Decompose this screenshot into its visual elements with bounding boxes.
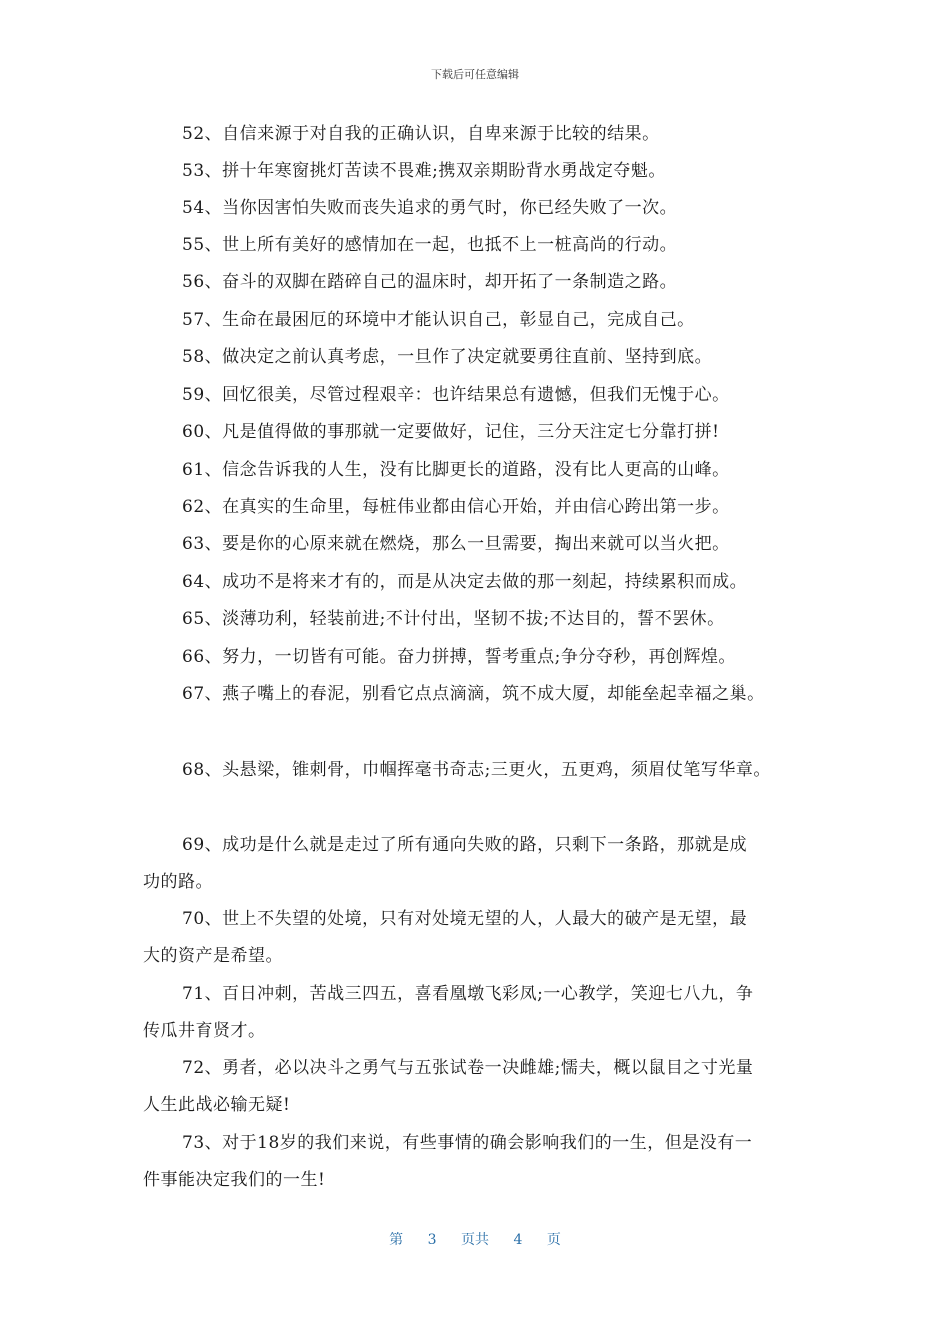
paragraph-line: 56、奋斗的双脚在踏碎自己的温床时，却开拓了一条制造之路。 bbox=[182, 272, 678, 292]
paragraph-line: 65、淡薄功利，轻装前进;不计付出，坚韧不拔;不达目的，誓不罢休。 bbox=[182, 609, 725, 629]
paragraph-line: 57、生命在最困厄的环境中才能认识自己，彰显自己，完成自己。 bbox=[182, 310, 695, 330]
paragraph-line: 67、燕子嘴上的春泥，别看它点点滴滴，筑不成大厦，却能垒起幸福之巢。 bbox=[182, 684, 765, 704]
paragraph-line: 54、当你因害怕失败而丧失追求的勇气时，你已经失败了一次。 bbox=[182, 198, 678, 218]
paragraph-line: 件事能决定我们的一生! bbox=[143, 1170, 326, 1190]
paragraph-line: 62、在真实的生命里，每桩伟业都由信心开始，并由信心跨出第一步。 bbox=[182, 497, 730, 517]
paragraph-line: 59、回忆很美，尽管过程艰辛：也许结果总有遗憾，但我们无愧于心。 bbox=[182, 385, 730, 405]
paragraph-line: 60、凡是值得做的事那就一定要做好，记住，三分天注定七分靠打拼! bbox=[182, 422, 720, 442]
paragraph-line: 66、努力，一切皆有可能。奋力拼搏，誓考重点;争分夺秒，再创辉煌。 bbox=[182, 647, 736, 667]
page-label-suffix: 页 bbox=[546, 1232, 561, 1248]
page-header: 下载后可任意编辑 bbox=[431, 68, 519, 81]
page-label-mid: 页共 bbox=[461, 1232, 489, 1248]
paragraph-line: 52、自信来源于对自我的正确认识，自卑来源于比较的结果。 bbox=[182, 124, 660, 144]
paragraph-line: 人生此战必输无疑! bbox=[143, 1095, 291, 1115]
paragraph-line: 71、百日冲刺，苦战三四五，喜看凰墩飞彩凤;一心教学，笑迎七八九，争 bbox=[182, 984, 754, 1004]
current-page-number: 3 bbox=[427, 1232, 437, 1248]
paragraph-line: 68、头悬梁，锥刺骨，巾帼挥毫书奇志;三更火，五更鸡，须眉仗笔写华章。 bbox=[182, 760, 771, 780]
paragraph-line: 大的资产是希望。 bbox=[143, 946, 283, 966]
paragraph-line: 69、成功是什么就是走过了所有通向失败的路，只剩下一条路，那就是成 bbox=[182, 835, 748, 855]
paragraph-line: 61、信念告诉我的人生，没有比脚更长的道路，没有比人更高的山峰。 bbox=[182, 460, 730, 480]
paragraph-line: 58、做决定之前认真考虑，一旦作了决定就要勇往直前、坚持到底。 bbox=[182, 347, 713, 367]
paragraph-line: 72、勇者，必以决斗之勇气与五张试卷一决雌雄;懦夫，概以鼠目之寸光量 bbox=[182, 1058, 754, 1078]
paragraph-line: 功的路。 bbox=[143, 872, 213, 892]
paragraph-line: 63、要是你的心原来就在燃烧，那么一旦需要，掏出来就可以当火把。 bbox=[182, 534, 730, 554]
total-pages-number: 4 bbox=[513, 1232, 523, 1248]
paragraph-line: 73、对于18岁的我们来说，有些事情的确会影响我们的一生，但是没有一 bbox=[182, 1133, 753, 1153]
paragraph-line: 64、成功不是将来才有的，而是从决定去做的那一刻起，持续累积而成。 bbox=[182, 572, 748, 592]
paragraph-line: 传瓜井育贤才。 bbox=[143, 1021, 266, 1041]
paragraph-line: 53、拼十年寒窗挑灯苦读不畏难;携双亲期盼背水勇战定夺魁。 bbox=[182, 161, 666, 181]
page-footer bbox=[0, 1229, 950, 1249]
paragraph-line: 55、世上所有美好的感情加在一起，也抵不上一桩高尚的行动。 bbox=[182, 235, 678, 255]
page-label-prefix: 第 bbox=[389, 1232, 404, 1248]
paragraph-line: 70、世上不失望的处境，只有对处境无望的人，人最大的破产是无望，最 bbox=[182, 909, 748, 929]
